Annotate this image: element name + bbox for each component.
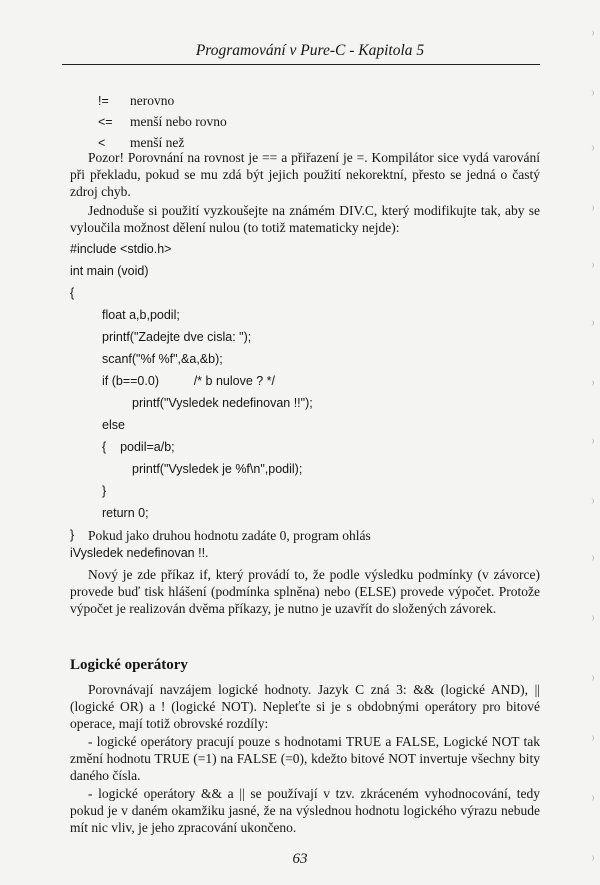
operator-symbol: != <box>98 94 109 108</box>
code-line: printf("Vysledek nedefinovan !!"); <box>132 396 313 410</box>
code-line: printf("Zadejte dve cisla: "); <box>102 330 252 344</box>
paragraph-logical-values: - logické operátory pracují pouze s hodnotami TRUE a FALSE, Logické NOT tak změní hodnotu TRUE (=1) na FALSE (=0), kdežto bitové NOT invertuje všechny bity daného čísla. <box>70 734 540 783</box>
code-line: #include <stdio.h> <box>70 242 172 256</box>
code-line: return 0; <box>102 506 149 520</box>
operator-meaning: menší nebo rovno <box>130 114 227 129</box>
operator-list <box>98 90 227 153</box>
operator-row <box>98 90 227 111</box>
operator-row <box>98 111 227 132</box>
paragraph-exercise: Jednoduše si použití vyzkoušejte na známém DIV.C, který modifikujte tak, aby se vyloučila možnost dělení nulou (to totiž matematicky nejde): <box>70 203 540 235</box>
running-header: Programování v Pure-C - Kapitola 5 <box>195 42 425 59</box>
operator-symbol: < <box>98 136 106 150</box>
paragraph-if-explanation: Nový je zde příkaz if, který provádí to, že podle výsledku podmínky (v závorce) provede buď tisk hlášení (podmínka splněna) nebo (ELSE) provede výpočet. Protože výpočet je realizován dvěma příkazy, je nutno je uzavřít do složených závorek. <box>70 567 540 616</box>
code-line: } <box>102 484 107 498</box>
section-title: Logické operátory <box>70 657 188 673</box>
paragraph-warning: Pozor! Porovnání na rovnost je == a přiřazení je =. Kompilátor sice vydá varování při překladu, pokud se mu zdá být jejich použití nekorektní, přesto se jedná o častý zdroj chyb. <box>70 150 540 199</box>
operator-symbol: <= <box>98 115 113 129</box>
code-line: { podil=a/b; <box>102 440 175 454</box>
operator-meaning: menší než <box>130 135 185 150</box>
code-line: int main (void) <box>70 264 149 278</box>
paragraph-result <box>70 527 540 562</box>
result-text: Pokud jako druhou hodnotu zadáte 0, program ohlás <box>88 528 371 543</box>
header-rule <box>62 64 540 65</box>
page-number: 63 <box>292 851 308 867</box>
code-line: { <box>70 286 75 300</box>
code-line: else <box>102 418 125 432</box>
code-line: scanf("%f %f",&a,&b); <box>102 352 223 366</box>
operator-meaning: nerovno <box>130 93 175 108</box>
code-line: float a,b,podil; <box>102 308 180 322</box>
code-line: } <box>70 528 75 542</box>
code-line: printf("Vysledek je %f\n",podil); <box>132 462 303 476</box>
code-line: if (b==0.0) /* b nulove ? */ <box>102 374 276 388</box>
paragraph-logical-intro: Porovnávají navzájem logické hodnoty. Jazyk C zná 3: && (logické AND), || (logické OR) a ! (logické NOT). Nepleťte si je s obdobnými operátory pro bitové operace, mají totiž obrovské rozdíly: <box>70 682 540 731</box>
binding-edge-marks <box>586 30 594 870</box>
paragraph-short-circuit: - logické operátory && a || se používají v tzv. zkráceném vyhodnocování, tedy pokud je v daném okamžiku jasné, že na výslednou hodnotu logického výrazu nebude mít nic vliv, je jeho zpracování ukončeno. <box>70 786 540 835</box>
result-message: iVysledek nedefinovan !!. <box>70 546 209 560</box>
